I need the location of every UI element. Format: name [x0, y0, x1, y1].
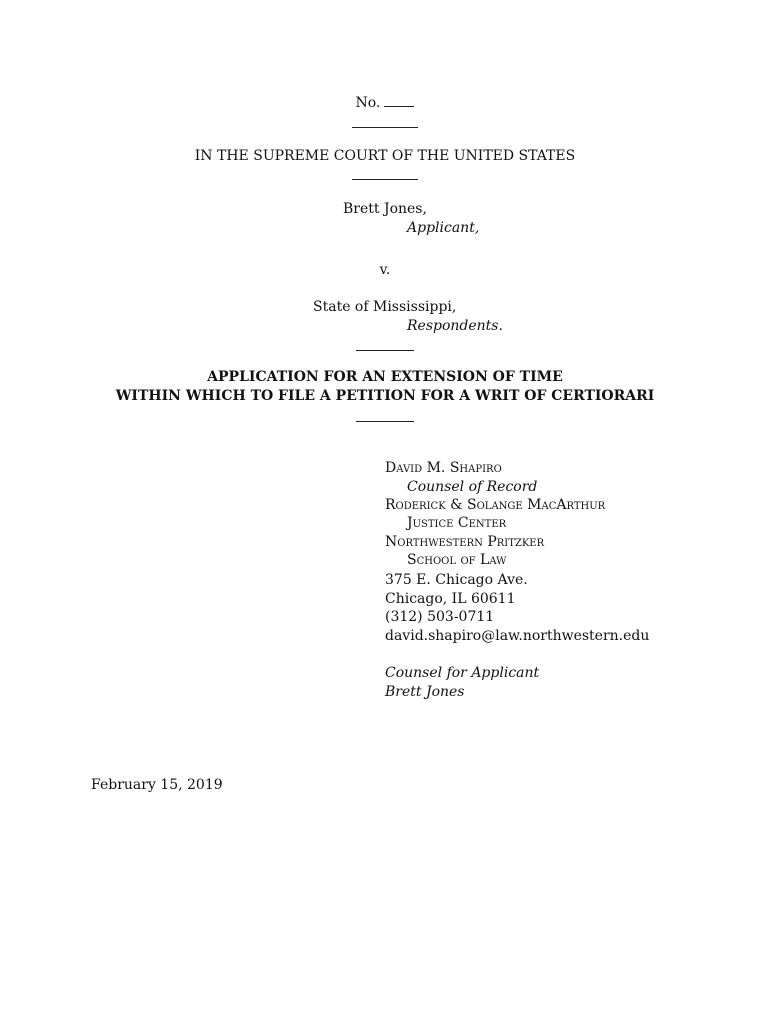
- phone-number: (312) 503-0711: [385, 609, 495, 625]
- divider-rule: [356, 350, 414, 351]
- counsel-for-line2: Brett Jones: [385, 684, 465, 700]
- respondent-name: State of Mississippi,: [313, 299, 457, 315]
- address-street: 375 E. Chicago Ave.: [385, 572, 528, 588]
- applicant-name: Brett Jones,: [343, 201, 427, 217]
- divider-rule: [352, 179, 418, 180]
- org-name-line1: Roderick & Solange MacArthur: [385, 497, 606, 513]
- counsel-name: David M. Shapiro: [385, 460, 502, 476]
- school-name-line2: School of Law: [407, 552, 507, 568]
- docket-label: No.: [355, 95, 381, 111]
- address-city: Chicago, IL 60611: [385, 591, 516, 607]
- org-name-line2: Justice Center: [407, 515, 507, 531]
- docket-number: [0, 94, 770, 112]
- counsel-for-line1: Counsel for Applicant: [385, 665, 540, 681]
- document-title-line1: APPLICATION FOR AN EXTENSION OF TIME: [207, 369, 563, 385]
- docket-blank: [384, 94, 414, 107]
- email-address: david.shapiro@law.northwestern.edu: [385, 628, 650, 644]
- court-name: IN THE SUPREME COURT OF THE UNITED STATES: [194, 148, 576, 164]
- respondent-role: Respondents.: [407, 318, 503, 334]
- filing-date: February 15, 2019: [91, 777, 223, 793]
- divider-rule: [352, 127, 418, 128]
- versus: v.: [379, 262, 391, 278]
- school-name-line1: Northwestern Pritzker: [385, 534, 545, 550]
- applicant-role: Applicant,: [407, 220, 480, 236]
- document-title-line2: WITHIN WHICH TO FILE A PETITION FOR A WRIT OF CERTIORARI: [115, 388, 655, 404]
- divider-rule: [356, 421, 414, 422]
- counsel-role: Counsel of Record: [407, 479, 538, 495]
